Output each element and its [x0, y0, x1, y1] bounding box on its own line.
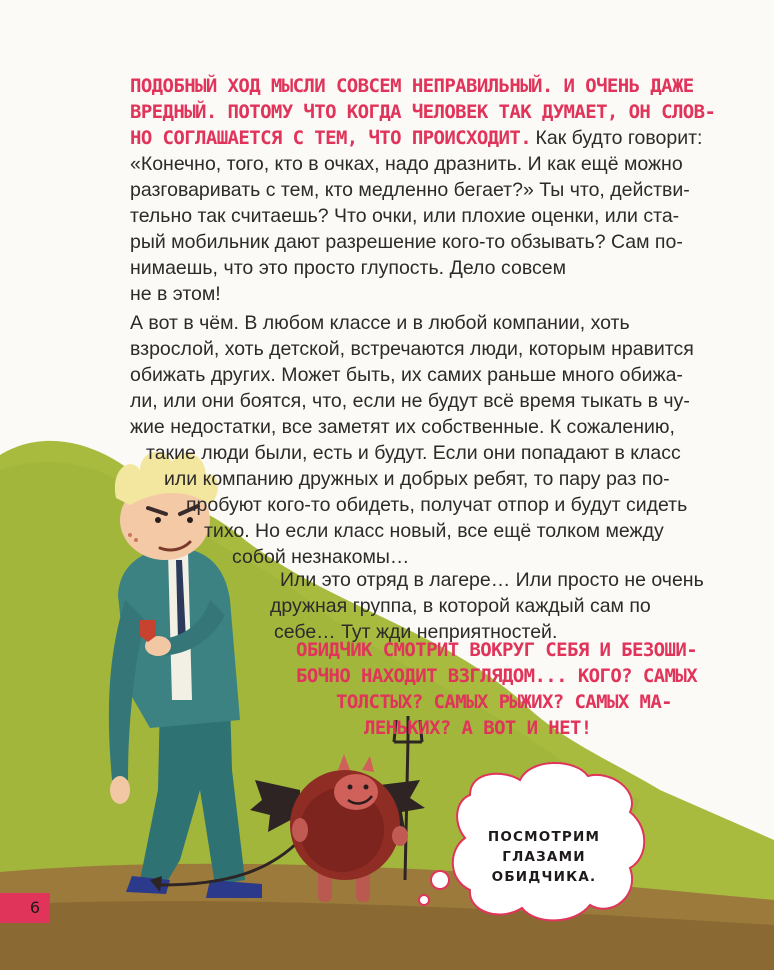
- mixed-line: [130, 125, 703, 151]
- body-line: не в этом!: [130, 283, 221, 305]
- body-line: пробуют кого-то обидеть, получат отпор и будут сидеть: [186, 494, 688, 516]
- body-line: дружная группа, в которой каждый сам по: [270, 595, 651, 617]
- emphasis-line: ПОДОБНЫЙ ХОД МЫСЛИ СОВСЕМ НЕПРАВИЛЬНЫЙ. И ОЧЕНЬ ДАЖЕ: [130, 75, 694, 97]
- body-line: такие люди были, есть и будут. Если они попадают в класс: [146, 442, 681, 464]
- body-line: тельно так считаешь? Что очки, или плохие оценки, или ста-: [130, 205, 680, 227]
- paragraph-2: [130, 310, 694, 570]
- body-line: разговаривать с тем, кто медленно бегает?» Ты что, действи-: [130, 179, 690, 201]
- body-line: [130, 255, 566, 281]
- body-line: жие недостатки, все заметят их собственные. К сожалению,: [130, 416, 675, 438]
- body-line: Или это отряд в лагере… Или просто не очень: [280, 569, 704, 591]
- body-line: или компанию дружных и добрых ребят, то пару раз по-: [164, 468, 670, 490]
- bubble-line: ГЛАЗАМИ: [502, 849, 586, 865]
- emphasis-line: ОБИДЧИК СМОТРИТ ВОКРУГ СЕБЯ И БЕЗОШИ-: [296, 639, 698, 661]
- page-number-tab: [0, 893, 50, 923]
- body-line: «Конечно, того, кто в очках, надо дразнить. И как ещё можно: [130, 153, 683, 175]
- body-line: взрослой, хоть детской, встречаются люди, которым нравится: [130, 338, 694, 360]
- paragraph-3: [270, 567, 704, 645]
- body-line-text: А вот в чём. В любом классе и в любой компании, хоть: [130, 312, 630, 334]
- thought-bubble-text: [464, 827, 624, 887]
- bubble-line: ПОСМОТРИМ: [487, 829, 601, 845]
- body-line: тихо. Но если класс новый, все ещё толком между: [204, 520, 664, 542]
- body-line: собой незнакомы…: [232, 546, 410, 568]
- emphasis-line: НО СОГЛАШАЕТСЯ С ТЕМ, ЧТО ПРОИСХОДИТ.: [130, 127, 532, 149]
- emphasis-line: БОЧНО НАХОДИТ ВЗГЛЯДОМ... КОГО? САМЫХ: [296, 665, 698, 687]
- bubble-line: ОБИДЧИКА.: [491, 869, 597, 885]
- emphasis-line: ТОЛСТЫХ? САМЫХ РЫЖИХ? САМЫХ МА-: [336, 691, 673, 713]
- paragraph-1: [130, 73, 716, 307]
- emphasis-line: ВРЕДНЫЙ. ПОТОМУ ЧТО КОГДА ЧЕЛОВЕК ТАК ДУМАЕТ, ОН СЛОВ-: [130, 101, 716, 123]
- body-line: обижать других. Может быть, их самих раньше много обижа-: [130, 364, 683, 386]
- body-line: Как будто говорит:: [535, 127, 703, 149]
- paragraph-4: [296, 637, 698, 741]
- body-line: рый мобильник дают разрешение кого-то обзывать? Сам по-: [130, 231, 683, 253]
- body-line: ли, или они боятся, что, если не будут всё время тыкать в чу-: [130, 390, 690, 412]
- body-line-text: нимаешь, что это просто глупость. Дело совсем: [130, 257, 566, 279]
- emphasis-line: ЛЕНЬКИХ? А ВОТ И НЕТ!: [364, 717, 592, 739]
- body-line: [130, 310, 630, 336]
- body-line: себе… Тут жди неприятностей.: [274, 621, 558, 643]
- page-number: 6: [29, 898, 40, 917]
